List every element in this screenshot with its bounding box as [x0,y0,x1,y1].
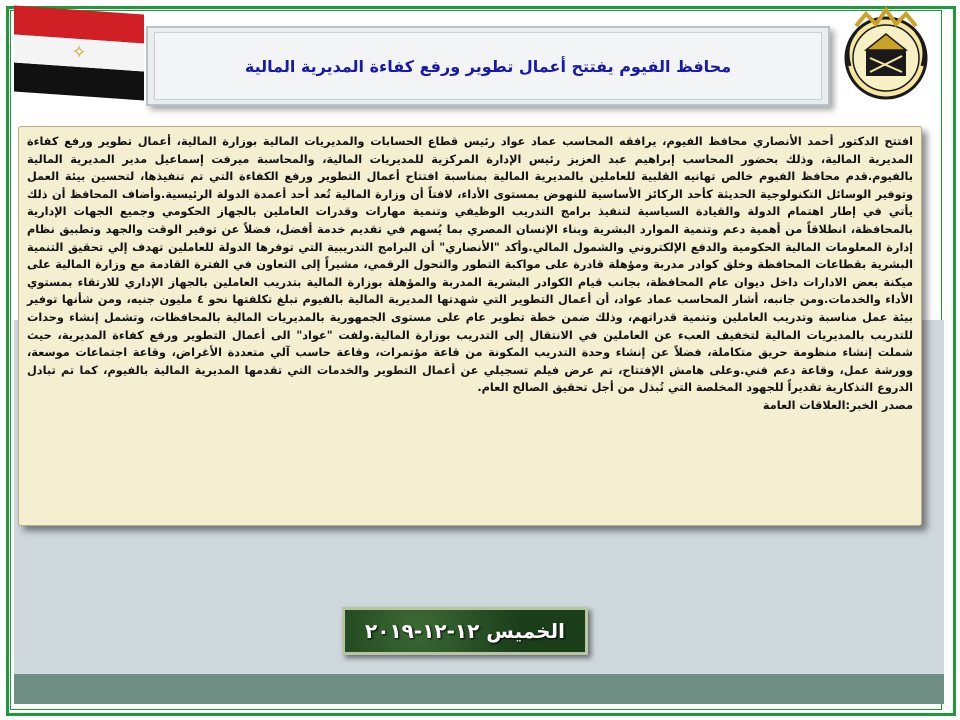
article-paragraph: افتتح الدكتور أحمد الأنصاري محافظ الفيوم، يرافقه المحاسب عماد عواد رئيس قطاع الحسابات والمديريات المالية بوزارة المالية، أعمال تطوير ورفع كفاءة المديرية المالية، وذلك بحضور المحاسب إبراهيم عبد العزيز رئيس الإدارة المركزية للمديريات المالية، والمحاسبة ميرفت إسماعيل مدير المديرية المالية بالفيوم.قدم محافظ الفيوم خالص تهانيه القلبية للعاملين بالمديرية المالية بمناسبة افتتاح أعمال التطوير ورفع الكفاءة التي تم تنفيذها، لتحسين بيئة العمل وتوفير الوسائل التكنولوجية الحديثة كأحد الركائز الأساسية للنهوض بمستوى الأداء، لافتاً أن وزارة المالية تُعد أحد أعمدة الدولة الرئيسية.وأضاف المحافظ أن ذلك يأتي في إطار اهتمام الدولة والقيادة السياسية لتنفيذ برامج التدريب الوظيفي وتنمية مهارات وقدرات العاملين بالجهاز الحكومي وجميع الجهات الإدارية بالمحافظة، انطلاقاً من أهمية دعم وتنمية الموارد البشرية وبناء الإنسان المصري بما يُسهم في تقديم خدمة أفضل، فضلاً عن توفير الوقت والجهد وتطبيق نظام إدارة المعلومات المالية الحكومية والدفع الإلكتروني والشمول المالي.وأكد "الأنصاري" أن البرامج التدريبية التي توفرها الدولة للعاملين تهدف إلي تحقيق التنمية البشرية بقطاعات المحافظة وخلق كوادر مدربة ومؤهلة قادرة على مواكبة التطور والتحول الرقمي، مشيراً إلى التعاون في الفترة القادمة مع وزارة المالية على ميكنة بعض الادارات داخل ديوان عام المحافظة، بجانب قيام الكوادر البشرية المدربة والمؤهلة بوزارة المالية بتدريب العاملين بالجهاز الإداري للارتقاء بمستوي الأداء والخدمات.ومن جانبه، أشار المحاسب عماد عواد، أن أعمال التطوير التي شهدتها المديرية المالية بالفيوم تبلغ تكلفتها نحو ٤ مليون جنيه، ومن شأنها توفير بيئة عمل مناسبة وتدريب العاملين وتنمية قدراتهم، وذلك ضمن خطة تطوير عام على مستوى الجمهورية بالمديريات المالية بالمحافظات، وتشمل إنشاء وحدات للتدريب بالمديريات المالية لتخفيف العبء عن العاملين في الانتقال إلى التدريب بوزارة المالية.ولفت "عواد" الى أعمال التطوير ورفع كفاءة المديرية، حيث شملت إنشاء منظومة حريق متكاملة، فضلاً عن إنشاء وحدة التدريب المكونة من قاعة مؤتمرات، وقاعة حاسب آلي متعددة الأغراض، وقاعة اجتماعات موسعة، وورشة عمل، وقاعة دعم فني.وعلى هامش الإفتتاح، تم عرض فيلم تسجيلي عن أعمال التطوير والخدمات التي تقدمها المديرية المالية بالفيوم، كما تم تبادل الدروع التذكارية تقديراً للجهود المخلصة التي تُبذل من أجل تحقيق الصالح العام. [27,135,913,395]
page-title: محافظ الفيوم يفتتح أعمال تطوير ورفع كفاءة المديرية المالية [244,56,732,76]
date-text: الخميس ١٢-١٢-٢٠١٩ [365,619,565,643]
fayoum-governorate-logo-icon [836,6,936,106]
footer-band [14,674,944,704]
article-source: مصدر الخبر:العلاقات العامة [762,398,913,412]
eagle-icon: ✧ [71,41,87,64]
egypt-flag-icon [14,5,144,100]
date-badge [342,607,588,655]
title-box [146,26,830,106]
article-body [27,133,913,519]
article-card [18,126,922,526]
